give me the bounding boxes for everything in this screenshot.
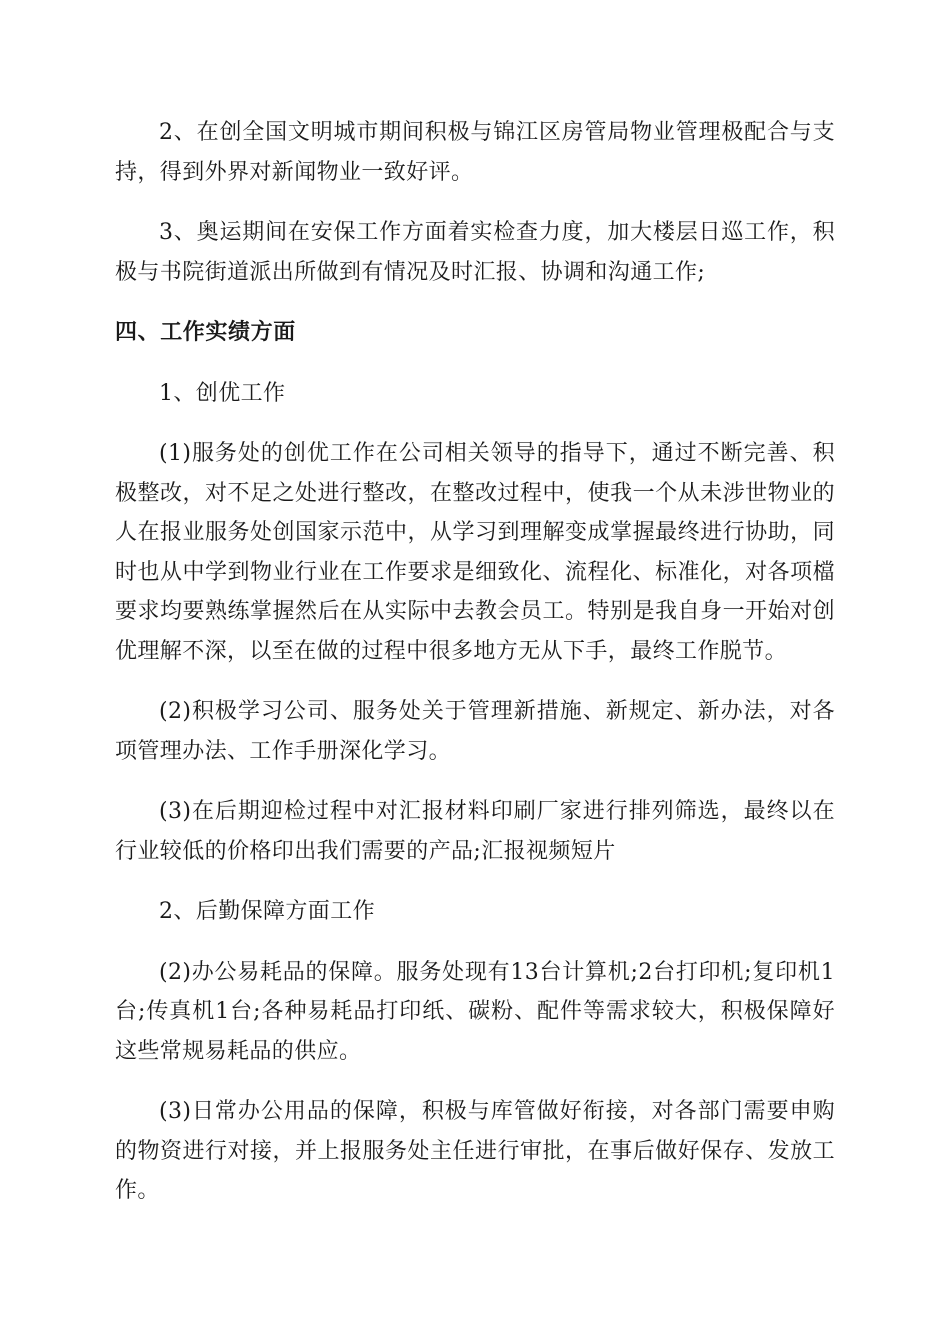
- subheading-logistics-work: 2、后勤保障方面工作: [159, 899, 375, 924]
- paragraph-excellence-3: (3)在后期迎检过程中对汇报材料印刷厂家进行排列筛选，最终以在行业较低的价格印出我们需要的产品;汇报视频短片: [115, 799, 835, 864]
- paragraph-olympics-security: 3、奥运期间在安保工作方面着实检查力度，加大楼层日巡工作，积极与书院街道派出所做到有情况及时汇报、协调和沟通工作;: [115, 220, 835, 285]
- section-heading-achievements: 四、工作实绩方面: [115, 320, 296, 345]
- subheading-excellence-work: 1、创优工作: [159, 380, 286, 406]
- paragraph-excellence-2: (2)积极学习公司、服务处关于管理新措施、新规定、新办法，对各项管理办法、工作手册深化学习。: [115, 699, 835, 764]
- paragraph-logistics-2: (2)办公易耗品的保障。服务处现有13台计算机;2台打印机;复印机1台;传真机1台;各种易耗品打印纸、碳粉、配件等需求较大，积极保障好这些常规易耗品的供应。: [115, 959, 835, 1064]
- paragraph-excellence-1: (1)服务处的创优工作在公司相关领导的指导下，通过不断完善、积极整改，对不足之处进行整改，在整改过程中，使我一个从未涉世物业的人在报业服务处创国家示范中，从学习到理解变成掌握最终进行协助，同时也从中学到物业行业在工作要求是细致化、流程化、标准化，对各项檔要求均要熟练掌握然后在从实际中去教会员工。特别是我自身一开始对创优理解不深，以至在做的过程中很多地方无从下手，最终工作脱节。: [115, 441, 835, 664]
- document-page: [115, 113, 835, 1232]
- paragraph-civilized-city: 2、在创全国文明城市期间积极与锦江区房管局物业管理极配合与支持，得到外界对新闻物业一致好评。: [115, 120, 835, 185]
- paragraph-logistics-3: (3)日常办公用品的保障，积极与库管做好衔接，对各部门需要申购的物资进行对接，并上报服务处主任进行审批，在事后做好保存、发放工作。: [115, 1099, 835, 1203]
